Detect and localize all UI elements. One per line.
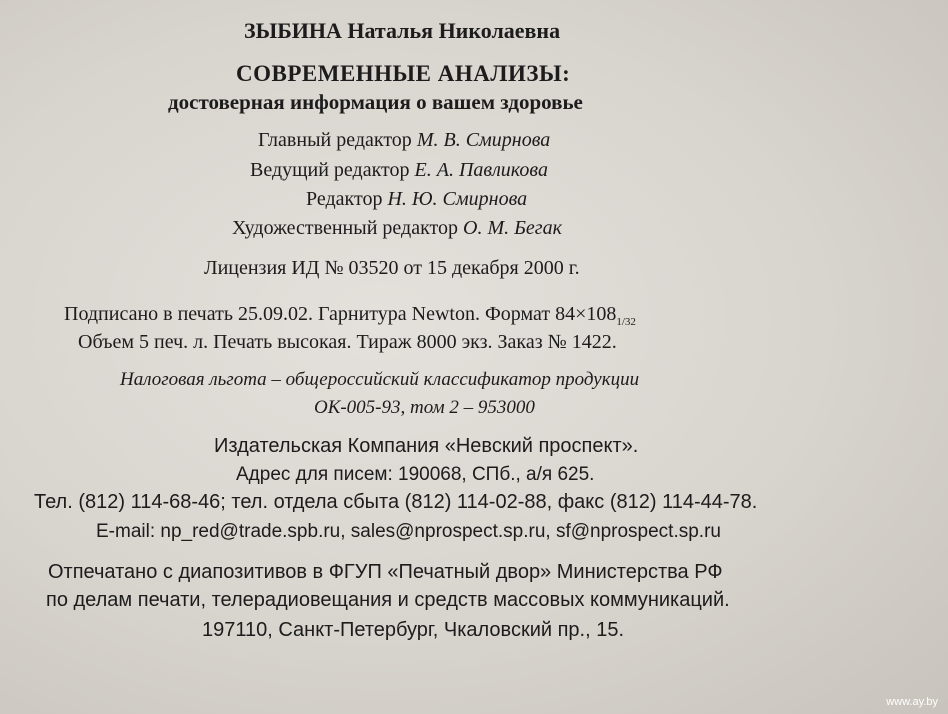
printer-line-1: Отпечатано с диапозитивов в ФГУП «Печатный двор» Министерства РФ xyxy=(48,561,723,583)
printer-line-3: 197110, Санкт-Петербург, Чкаловский пр., 15. xyxy=(202,619,625,641)
printer-line-2: по делам печати, телерадиовещания и средств массовых коммуникаций. xyxy=(46,589,730,611)
watermark: www.ay.by xyxy=(886,696,938,708)
editor-name: М. В. Смирнова xyxy=(416,129,551,151)
editor-name: О. М. Бегак xyxy=(463,217,562,239)
author-name: ЗЫБИНА Наталья Николаевна xyxy=(244,18,561,43)
editor-name: Е. А. Павликова xyxy=(414,159,548,181)
print-info-line-1 xyxy=(64,304,636,328)
publisher-phones: Тел. (812) 114-68-46; тел. отдела сбыта (812) 114-02-88, факс (812) 114-44-78. xyxy=(34,491,758,513)
editor-role: Ведущий редактор xyxy=(250,159,410,181)
editor-art xyxy=(232,218,562,238)
tax-line-2: ОК-005-93, том 2 – 953000 xyxy=(314,397,535,418)
license-line: Лицензия ИД № 03520 от 15 декабря 2000 г. xyxy=(204,257,580,279)
book-title: СОВРЕМЕННЫЕ АНАЛИЗЫ: xyxy=(236,61,571,86)
editor-chief xyxy=(258,130,550,150)
format-fraction: 1/32 xyxy=(616,316,636,328)
tax-line-1: Налоговая льгота – общероссийский классификатор продукции xyxy=(120,369,640,390)
editor-name: Н. Ю. Смирнова xyxy=(387,188,528,210)
book-subtitle: достоверная информация о вашем здоровье xyxy=(168,90,583,114)
print-info-line-2: Объем 5 печ. л. Печать высокая. Тираж 8000 экз. Заказ № 1422. xyxy=(78,331,617,353)
editor-lead xyxy=(250,160,548,180)
editor-role: Редактор xyxy=(306,188,383,210)
publisher-emails: E-mail: np_red@trade.spb.ru, sales@nprospect.sp.ru, sf@nprospect.sp.ru xyxy=(96,521,721,542)
publisher-address: Адрес для писем: 190068, СПб., а/я 625. xyxy=(236,464,595,485)
editor xyxy=(306,189,527,209)
editor-role: Художественный редактор xyxy=(232,217,458,239)
print-info-text: Подписано в печать 25.09.02. Гарнитура Newton. Формат 84×108 xyxy=(64,303,617,325)
publisher-name: Издательская Компания «Невский проспект». xyxy=(214,435,639,457)
editor-role: Главный редактор xyxy=(258,129,412,151)
